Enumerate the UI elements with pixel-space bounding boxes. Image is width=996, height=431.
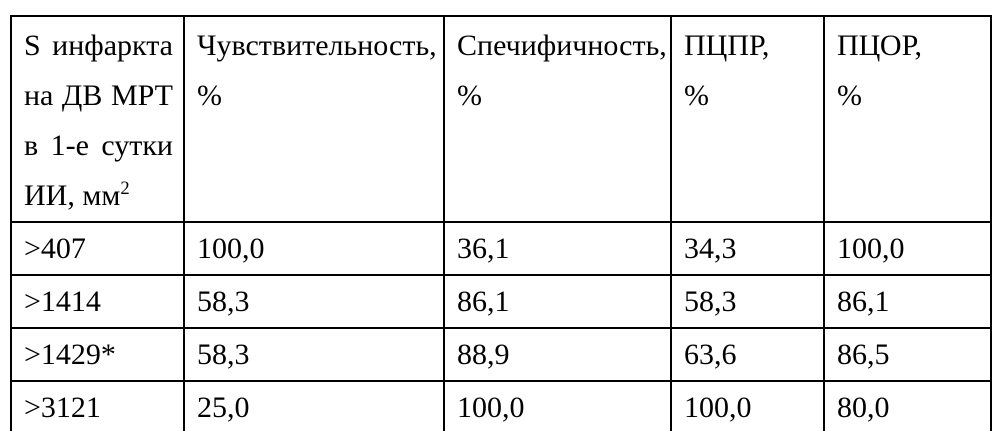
cell-sensitivity: 25,0 xyxy=(184,381,444,431)
cell-sensitivity: 58,3 xyxy=(184,275,444,328)
cell-specificity: 88,9 xyxy=(444,328,671,381)
col-header-infarct-area xyxy=(11,16,184,222)
col-header-ppv: ПЦПР, % xyxy=(671,16,824,222)
cell-specificity: 100,0 xyxy=(444,381,671,431)
diagnostic-accuracy-table xyxy=(10,15,992,431)
table-row xyxy=(11,328,991,381)
units-text: ИИ, мм xyxy=(24,179,121,212)
cell-ppv: 63,6 xyxy=(671,328,824,381)
cell-threshold: >1414 xyxy=(11,275,184,328)
cell-threshold: >1429* xyxy=(11,328,184,381)
cell-threshold: >407 xyxy=(11,222,184,275)
cell-specificity: 36,1 xyxy=(444,222,671,275)
cell-ppv: 58,3 xyxy=(671,275,824,328)
cell-ppv: 34,3 xyxy=(671,222,824,275)
superscript-2: 2 xyxy=(120,178,130,199)
cell-sensitivity: 100,0 xyxy=(184,222,444,275)
header-row xyxy=(11,16,991,222)
infarct-area-header-units xyxy=(24,171,173,221)
cell-specificity: 86,1 xyxy=(444,275,671,328)
cell-npv: 100,0 xyxy=(824,222,991,275)
table-row xyxy=(11,381,991,431)
cell-npv: 86,5 xyxy=(824,328,991,381)
col-header-sensitivity: Чувствительность, % xyxy=(184,16,444,222)
cell-npv: 80,0 xyxy=(824,381,991,431)
infarct-area-header-lines: S инфаркта на ДВ МРТ в 1-е сутки xyxy=(24,29,173,162)
cell-threshold: >3121 xyxy=(11,381,184,431)
table-row xyxy=(11,275,991,328)
col-header-specificity: Спечифичность, % xyxy=(444,16,671,222)
cell-npv: 86,1 xyxy=(824,275,991,328)
cell-ppv: 100,0 xyxy=(671,381,824,431)
cell-sensitivity: 58,3 xyxy=(184,328,444,381)
table-row xyxy=(11,222,991,275)
col-header-npv: ПЦОР, % xyxy=(824,16,991,222)
